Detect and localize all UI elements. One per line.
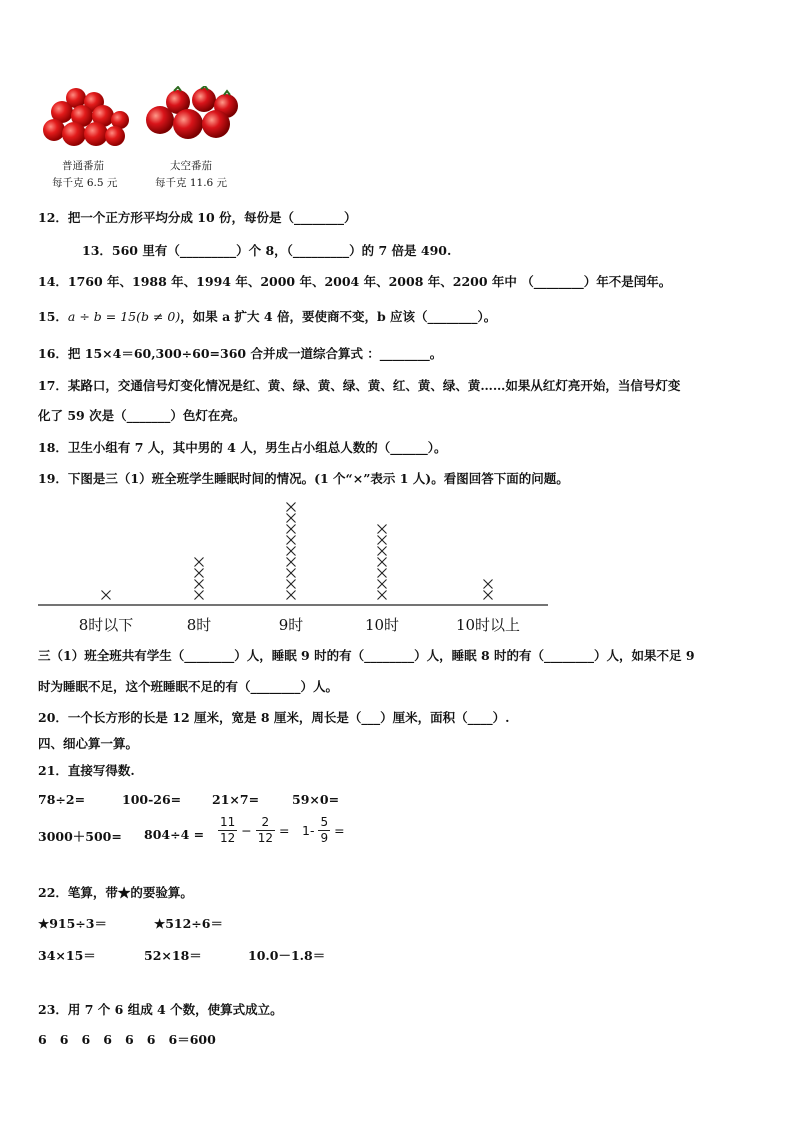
dot-plot-cross-mark	[378, 525, 387, 534]
dot-plot-cross-mark	[195, 591, 204, 600]
fraction-5-9: $\frac{5}{9}$	[320, 815, 329, 845]
dot-plot-cross-mark	[378, 591, 387, 600]
dot-plot-cross-mark	[195, 569, 204, 578]
question-21: 21．直接写得数.	[38, 763, 135, 778]
dot-plot-category-label: 8时以下	[78, 616, 134, 634]
dot-plot-cross-mark	[378, 536, 387, 545]
dot-plot-cross-mark	[287, 569, 296, 578]
tomato-normal-image	[40, 84, 132, 154]
question-20: 20．一个长方形的长是 12 厘米，宽是 8 厘米，周长是（___）厘米，面积（____）.	[38, 710, 510, 725]
tomato-normal-label: 普通番茄	[62, 160, 104, 172]
fraction-11-12: $\frac{11}{12}$	[220, 815, 236, 845]
calc-fraction-expression-1: $\frac{11}{12}$ − $\frac{2}{12}$ =	[220, 815, 290, 845]
dot-plot-cross-mark	[195, 558, 204, 567]
dot-plot-cross-mark	[378, 580, 387, 589]
dot-plot-category-label: 8时	[186, 616, 212, 634]
question-17-line1: 17．某路口，交通信号灯变化情况是红、黄、绿、黄、绿、黄、红、黄、绿、黄……如果从红灯亮开始，当信号灯变	[38, 378, 681, 393]
question-12: 12．把一个正方形平均分成 10 份，每份是（________）	[38, 210, 357, 225]
dot-plot-category-label: 10时以上	[455, 616, 521, 634]
dot-plot-cross-mark	[287, 536, 296, 545]
question-16: 16．把 15×4＝60,300÷60=360 合并成一道综合算式 ：________。	[38, 346, 443, 361]
section-4-heading: 四、细心算一算。	[38, 736, 139, 751]
question-15-text: ，如果 a 扩大 4 倍，要使商不变，b 应该（________）。	[180, 309, 497, 324]
question-14: 14．1760 年、1988 年、1994 年、2000 年、2004 年、2008 年、2200 年中 （________）年不是闰年。	[38, 274, 672, 289]
tomato-space-label: 太空番茄	[170, 160, 212, 172]
dot-plot-cross-mark	[287, 558, 296, 567]
tomato-pile-normal	[40, 84, 132, 154]
dot-plot-cross-mark	[287, 580, 296, 589]
dot-plot-cross-mark	[378, 547, 387, 556]
dot-plot-cross-mark	[484, 591, 493, 600]
dot-plot-cross-mark	[195, 580, 204, 589]
dot-plot-cross-mark	[287, 525, 296, 534]
sleep-dot-plot	[36, 488, 556, 638]
calc-item-4: 59×0=	[292, 792, 340, 807]
dot-plot-cross-mark	[102, 591, 111, 600]
written-calc-4: 52×18＝	[144, 948, 202, 963]
calc-fraction-expression-2: 1- $\frac{5}{9}$ =	[302, 815, 345, 845]
question-18: 18．卫生小组有 7 人，其中男的 4 人，男生占小组总人数的（______）。	[38, 440, 447, 455]
tomato-space-image	[144, 86, 244, 148]
written-calc-3: 34×15＝	[38, 948, 96, 963]
dot-plot-cross-mark	[287, 503, 296, 512]
question-15-number: 15．	[38, 309, 68, 324]
question-13: 13．560 里有（_________）个 8，（_________）的 7 倍是 490.	[82, 243, 452, 258]
question-19-answer-line1: 三（1）班全班共有学生（________）人，睡眠 9 时的有（________）人，睡眠 8 时的有（________）人，如果不足 9	[38, 648, 695, 663]
calc-item-2: 100-26=	[122, 792, 182, 807]
calc-item-3: 21×7=	[212, 792, 260, 807]
dot-plot-category-label: 10时	[364, 616, 400, 634]
dot-plot-category-label: 9时	[278, 616, 304, 634]
dot-plot-cross-mark	[287, 547, 296, 556]
question-15	[38, 307, 496, 325]
dot-plot-svg	[36, 488, 556, 638]
written-calc-1: ★915÷3＝	[38, 916, 107, 931]
tomato-pile-space	[144, 86, 244, 148]
calc-item-6: 804÷4 =	[144, 827, 205, 842]
calc-item-5: 3000＋500=	[38, 829, 122, 844]
dot-plot-cross-mark	[287, 591, 296, 600]
fraction-2-12: $\frac{2}{12}$	[257, 815, 274, 845]
dot-plot-cross-mark	[287, 514, 296, 523]
tomato-normal-price: 每千克 6.5 元	[52, 177, 118, 189]
dot-plot-cross-mark	[484, 580, 493, 589]
dot-plot-cross-mark	[378, 558, 387, 567]
question-23: 23．用 7 个 6 组成 4 个数，使算式成立。	[38, 1002, 283, 1017]
calc-item-1: 78÷2=	[38, 792, 86, 807]
written-calc-2: ★512÷6＝	[154, 916, 223, 931]
question-22: 22．笔算，带★的要验算。	[38, 885, 193, 900]
question-23-expression: 6 6 6 6 6 6 6＝600	[38, 1032, 216, 1047]
tomato-space-price: 每千克 11.6 元	[155, 177, 228, 189]
written-calc-5: 10.0－1.8＝	[248, 948, 326, 963]
question-17-line2: 化了 59 次是（_______）色灯在亮。	[38, 408, 246, 423]
question-19-answer-line2: 时为睡眠不足，这个班睡眠不足的有（________）人。	[38, 679, 339, 694]
question-15-formula: a ÷ b = 15(b ≠ 0)	[67, 309, 181, 324]
question-19: 19．下图是三（1）班全班学生睡眠时间的情况。(1 个“×”表示 1 人)。看图回答下面的问题。	[38, 471, 569, 486]
dot-plot-cross-mark	[378, 569, 387, 578]
